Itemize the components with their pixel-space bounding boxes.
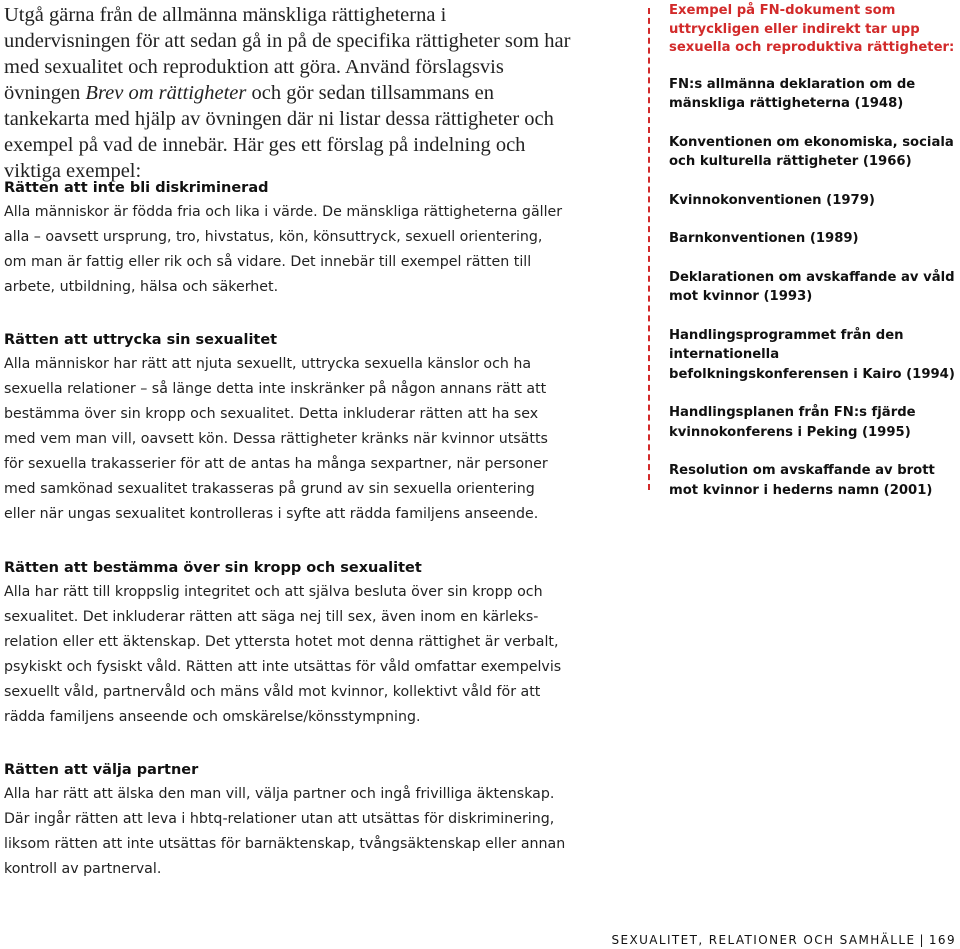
section-non-discrimination — [4, 178, 569, 300]
section-body: Alla människor är födda fria och lika i värde. De mänskliga rättigheterna gäller alla – oavsett ursprung, tro, hivstatus, kön, könsuttryck, sexuell orientering, om man är fattig eller rik och så vidare. Det innebär till exempel rätten till arbete, utbildning, hälsa och säkerhet. — [4, 204, 563, 295]
list-item: Konventionen om ekonomiska, sociala och kulturella rättigheter (1966) — [669, 134, 954, 169]
section-heading: Rätten att inte bli diskriminerad — [4, 180, 269, 196]
section-body: Alla har rätt till kroppslig integritet och att själva besluta över sin kropp och sexualitet. Det inkluderar rätten att säga nej till sex, även inom en kärleks-relation eller ett äktenskap. Det yttersta hotet mot denna rättighet är verbalt, psykiskt och fysiskt våld. Rätten att inte utsättas för våld omfattar exempelvis sexuellt våld, partnervåld och mäns våld mot kvinnor, kollektivt våld för att rädda familjens anseende och omskärelse/könsstympning. — [4, 584, 562, 725]
footer-separator: | — [919, 933, 925, 947]
section-heading: Rätten att bestämma över sin kropp och sexualitet — [4, 560, 422, 576]
section-body: Alla har rätt att älska den man vill, välja partner och ingå frivilliga äktenskap. Där ingår rätten att leva i hbtq-relationer utan att utsättas för diskriminering, liksom rätten att inte utsättas för barnäktenskap, tvångsäktenskap eller annan kontroll av partnerval. — [4, 786, 566, 877]
intro-text-2: och gör sedan tillsammans en tankekarta med hjälp av övningen där ni listar dessa rättigheter och exempel på vad de innebär. Här ges ett förslag på indelning och viktiga exempel: — [4, 82, 554, 182]
list-item: FN:s allmänna deklaration om de mänskliga rättigheterna (1948) — [669, 76, 916, 111]
sidebar-heading: Exempel på FN-dokument som uttryckligen eller indirekt tar upp sexuella och reproduktiva rättigheter: — [669, 3, 955, 55]
intro-exercise-title: Brev om rättigheter — [85, 82, 247, 104]
list-item: Kvinnokonventionen (1979) — [669, 192, 875, 208]
page-number: 169 — [928, 933, 956, 947]
intro-text-1: Utgå gärna från de allmänna mänskliga rättigheterna i undervisningen för att sedan gå in på de specifika rättigheter som har med sexualitet och reproduktion att göra. Använd förslagsvis övningen — [4, 4, 571, 104]
section-choose-partner — [4, 760, 569, 882]
section-bodily-autonomy — [4, 558, 569, 730]
section-heading: Rätten att välja partner — [4, 762, 199, 778]
section-express-sexuality — [4, 330, 564, 527]
section-body: Alla människor har rätt att njuta sexuellt, uttrycka sexuella känslor och ha sexuella relationer – så länge detta inte inskränker på någon annans rätt att bestämma över sin kropp och sexualitet. Detta inkluderar rätten att ha sex med vem man vill, oavsett kön. Dessa rättigheter kränks när kvinnor utsätts för sexuella trakasserier för att de antas ha många sexpartner, när personer med samkönad sexualitet trakasseras på grund av sin sexuella orientering eller när ungas sexualitet kontrolleras i syfte att rädda familjens anseende. — [4, 356, 548, 522]
page-footer — [611, 933, 956, 947]
un-document-list — [669, 75, 959, 501]
dashed-divider — [648, 8, 650, 490]
list-item: Resolution om avskaffande av brott mot kvinnor i hederns namn (2001) — [669, 463, 935, 498]
section-heading: Rätten att uttrycka sin sexualitet — [4, 332, 278, 348]
list-item: Barnkonventionen (1989) — [669, 231, 859, 246]
list-item: Deklarationen om avskaffande av våld mot kvinnor (1993) — [669, 269, 955, 304]
un-documents-sidebar — [669, 2, 959, 519]
list-item: Handlingsprogrammet från den internationella befolkningskonferensen i Kairo (1994) — [669, 327, 955, 382]
running-title: SEXUALITET, RELATIONER OCH SAMHÄLLE — [611, 933, 916, 947]
list-item: Handlingsplanen från FN:s fjärde kvinnokonferens i Peking (1995) — [669, 405, 916, 440]
intro-paragraph — [4, 2, 572, 184]
